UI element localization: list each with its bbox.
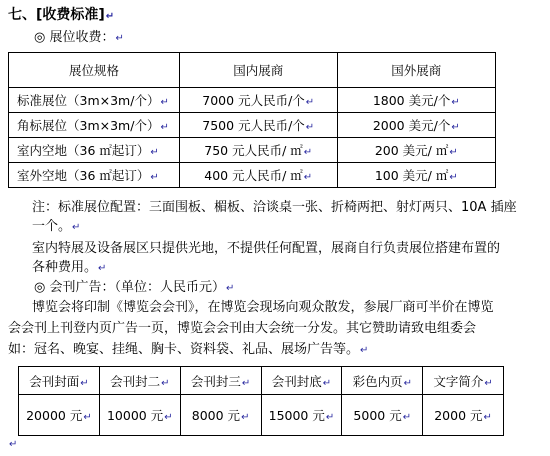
table-cell: 室外空地（36 ㎡起订）↵ — [9, 163, 180, 188]
note-line-3: 室内特展及设备展区只提供光地，不提供任何配置，展商自行负责展位搭建布置的 — [32, 241, 501, 256]
table-row — [9, 163, 496, 188]
table-header-row — [19, 367, 504, 395]
table-cell: 750 元人民币/ ㎡↵ — [179, 138, 337, 163]
table-header-row — [9, 53, 496, 88]
ad-fee-table — [18, 366, 504, 436]
table-cell: 1800 美元/个↵ — [337, 88, 495, 113]
header-cell: 国内展商 — [179, 53, 337, 88]
table-cell: 角标展位（3m×3m/个）↵ — [9, 113, 180, 138]
table-cell: 5000 元↵ — [342, 395, 423, 436]
section-title: 七、[收费标准]↵ — [8, 7, 115, 23]
table-cell: 100 美元/ ㎡↵ — [337, 163, 495, 188]
header-cell: 会刊封底↵ — [261, 367, 342, 395]
ad-para-line-3: 如：冠名、晚宴、挂绳、胸卡、资料袋、礼品、展场广告等。↵ — [8, 342, 369, 357]
table-cell: 8000 元↵ — [180, 395, 261, 436]
table-cell: 400 元人民币/ ㎡↵ — [179, 163, 337, 188]
table-cell: 2000 美元/个↵ — [337, 113, 495, 138]
table-cell: 7500 元人民币/个↵ — [179, 113, 337, 138]
note-line-4: 各种费用。↵ — [32, 260, 107, 275]
header-cell: 国外展商 — [337, 53, 495, 88]
note-line-2: 一个。↵ — [32, 219, 81, 234]
header-cell: 会刊封二↵ — [99, 367, 180, 395]
table-row — [9, 113, 496, 138]
header-cell: 展位规格 — [9, 53, 180, 88]
table-row — [9, 88, 496, 113]
table-cell: 标准展位（3m×3m/个）↵ — [9, 88, 180, 113]
table-cell: 7000 元人民币/个↵ — [179, 88, 337, 113]
booth-fee-table — [8, 52, 496, 188]
header-cell: 文字简介↵ — [423, 367, 504, 395]
ad-para-line-1: 博览会将印制《博览会会刊》，在博览会现场向观众散发，参展厂商可半价在博览 — [32, 300, 494, 315]
header-cell: 会刊封面↵ — [19, 367, 100, 395]
table-cell: 10000 元↵ — [99, 395, 180, 436]
header-cell: 会刊封三↵ — [180, 367, 261, 395]
table-cell: 200 美元/ ㎡↵ — [337, 138, 495, 163]
table-row — [9, 138, 496, 163]
table-cell: 15000 元↵ — [261, 395, 342, 436]
header-cell: 彩色内页↵ — [342, 367, 423, 395]
ad-heading: ◎ 会刊广告：（单位：人民币元）↵ — [34, 280, 235, 295]
ad-para-line-2: 会会刊上刊登内页广告一页，博览会会刊由大会统一分发。其它赞助请致电组委会 — [8, 321, 477, 336]
booth-fee-heading: ◎ 展位收费：↵ — [34, 30, 124, 45]
table-cell: 2000 元↵ — [423, 395, 504, 436]
end-paragraph-mark: ↵ — [9, 439, 18, 450]
table-row — [19, 395, 504, 436]
table-cell: 室内空地（36 ㎡起订）↵ — [9, 138, 180, 163]
note-line-1: 注：标准展位配置：三面围板、楣板、洽谈桌一张、折椅两把、射灯两只、10A 插座 — [32, 200, 517, 215]
table-cell: 20000 元↵ — [19, 395, 100, 436]
